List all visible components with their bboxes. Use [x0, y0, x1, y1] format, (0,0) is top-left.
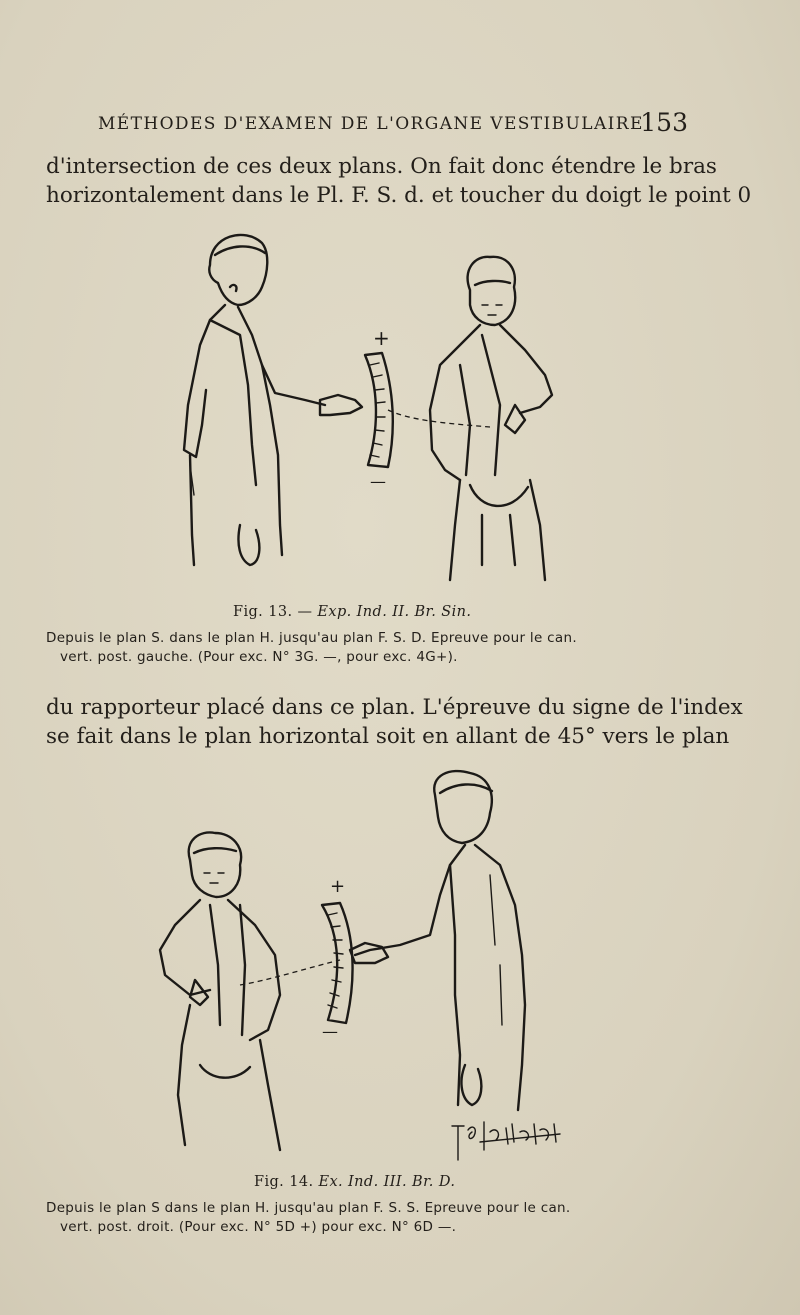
fig13-minus-sign: — — [370, 472, 386, 491]
paragraph-2-line-2: se fait dans le plan horizontal soit en allant de 45° vers le plan — [46, 724, 730, 749]
figure-14-label — [254, 1174, 455, 1190]
fig13-examiner-figure — [184, 235, 362, 565]
fig14-minus-sign: — — [322, 1022, 338, 1041]
figure-13-label — [233, 604, 471, 620]
paragraph-1-line-1: d'intersection de ces deux plans. On fait donc étendre le bras — [46, 154, 717, 179]
figure-13-caption — [46, 629, 577, 667]
page-number: 153 — [640, 108, 688, 137]
figure-14-caption-line-1: Depuis le plan S dans le plan H. jusqu'au plan F. S. S. Epreuve pour le can. — [46, 1200, 571, 1216]
fig14-patient-figure — [160, 832, 280, 1150]
fig14-signature — [452, 1122, 560, 1160]
fig13-dashed-arc — [388, 410, 490, 427]
figure-14-caption — [46, 1199, 571, 1237]
figure-13-label-prefix: Fig. 13. — — [233, 604, 318, 620]
figure-14-label-italic: Ex. Ind. III. Br. D. — [318, 1174, 456, 1190]
figure-14-illustration — [150, 765, 570, 1165]
figure-13-caption-line-1: Depuis le plan S. dans le plan H. jusqu'au plan F. S. D. Epreuve pour le can. — [46, 630, 577, 646]
paragraph-1-line-2: horizontalement dans le Pl. F. S. d. et toucher du doigt le point 0 — [46, 183, 752, 208]
fig13-plus-sign: + — [373, 326, 390, 350]
fig14-plus-sign: + — [330, 876, 346, 897]
paragraph-2 — [46, 693, 743, 751]
figure-13-caption-line-2: vert. post. gauche. (Pour exc. N° 3G. —, pour exc. 4G+). — [60, 649, 458, 665]
figure-13-label-italic: Exp. Ind. II. Br. Sin. — [317, 604, 472, 620]
running-title: MÉTHODES D'EXAMEN DE L'ORGANE VESTIBULAIRE — [98, 114, 644, 134]
figure-14-drawing — [150, 765, 570, 1165]
paragraph-1 — [46, 152, 752, 210]
figure-13-drawing — [170, 225, 570, 595]
figure-14-caption-line-2: vert. post. droit. (Pour exc. N° 5D +) pour exc. N° 6D —. — [60, 1219, 457, 1235]
figure-14-label-prefix: Fig. 14. — [254, 1174, 319, 1190]
fig14-examiner-figure — [350, 771, 525, 1110]
fig14-dashed-arc — [240, 960, 340, 985]
figure-13-illustration — [170, 225, 570, 595]
fig14-protractor — [322, 903, 353, 1023]
fig13-patient-figure — [430, 257, 552, 580]
running-head — [98, 108, 688, 142]
paragraph-2-line-1: du rapporteur placé dans ce plan. L'épreuve du signe de l'index — [46, 695, 743, 720]
